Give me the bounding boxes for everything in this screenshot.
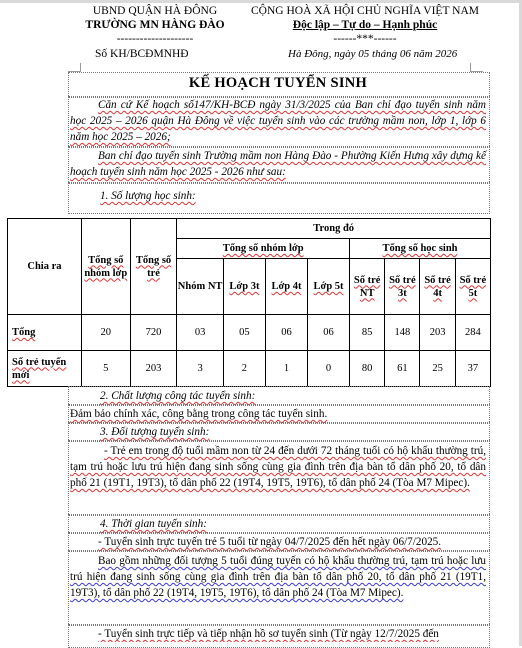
section-2-heading: 2. Chất lượng công tác tuyển sinh: [100, 390, 256, 402]
document-date: Hà Đông, ngày 05 tháng 06 năm 2026 [288, 48, 458, 60]
header-left-divider: -------------------- [116, 33, 194, 45]
cell-children-nt: 80 [350, 351, 385, 387]
cell-groups-5t: 06 [308, 315, 350, 351]
district-name: UBND QUẬN HÀ ĐÔNG [92, 5, 218, 17]
section-4-heading: 4. Thời gian tuyển sinh: [100, 518, 207, 530]
col-header-group-count: Tổng số nhóm lớp [177, 239, 350, 259]
page-edge-top [0, 0, 522, 3]
table-row [8, 315, 491, 351]
section-4-line-1: - Tuyển sinh trực tuyến trẻ 5 tuổi từ ngày 04/7/2025 đến hết ngày 06/7/2025. [98, 536, 442, 548]
cell-total-children: 203 [130, 351, 177, 387]
cell-children-4t: 25 [420, 351, 455, 387]
sub-header-lop-3t: Lớp 3t [223, 259, 265, 315]
cell-groups-4t: 1 [265, 351, 307, 387]
school-name: TRƯỜNG MN HÀNG ĐÀO [85, 19, 225, 31]
section-4-paragraph: Bao gồm những đối tượng 5 tuổi đúng tuyến có hộ khẩu thường trú, tạm trú hoặc lưu trú hiện đang sinh sống cùng gia đình trên địa bàn tổ dân phố 20, tổ dân phố 21 (19T1, 19T3), tổ dân phố 22 (19T4, 19T5, 19T6), tổ dân phố 24 (Tòa M7 Mipec). [70, 555, 486, 599]
sub-header-tre-3t: Số trẻ 3t [385, 259, 420, 315]
cell-groups-5t: 0 [308, 351, 350, 387]
header-right-divider: ------***------ [333, 33, 397, 45]
nation-title: CỘNG HOÀ XÃ HỘI CHỦ NGHĨA VIỆT NAM [251, 5, 479, 17]
cell-total-groups: 5 [81, 351, 130, 387]
section-1-heading: 1. Số lượng học sinh: [100, 190, 196, 202]
nation-motto: Độc lập – Tự do – Hạnh phúc [292, 19, 438, 31]
table-row [8, 351, 491, 387]
row-label: Tổng [8, 315, 82, 351]
cell-groups-nt: 03 [177, 315, 224, 351]
intro-paragraph-1: Căn cứ Kế hoạch số147/KH-BCĐ ngày 31/3/2025 của Ban chỉ đạo tuyển sinh năm học 2025 – 2026 quận Hà Đông về việc tuyển sinh vào các trường mầm non, lớp 1, lớp 6 năm học 2025 – 2026; [70, 99, 486, 143]
cell-children-5t: 37 [455, 351, 490, 387]
sub-header-lop-5t: Lớp 5t [308, 259, 350, 315]
cell-children-nt: 85 [350, 315, 385, 351]
sub-header-tre-4t: Số trẻ 4t [420, 259, 455, 315]
sub-header-tre-5t: Số trẻ 5t [455, 259, 490, 315]
document-title: KẾ HOẠCH TUYỂN SINH [188, 75, 368, 91]
cell-children-3t: 61 [385, 351, 420, 387]
col-header-total-children: Tổng số trẻ [130, 219, 177, 315]
sub-header-tre-nt: Số trẻ NT [350, 259, 385, 315]
cell-children-3t: 148 [385, 315, 420, 351]
intro-paragraph-2: Ban chỉ đạo tuyển sinh Trường mầm non Hàng Đào - Phường Kiến Hưng xây dựng kế hoạch tuyển sinh năm học 2025 - 2026 như sau: [70, 150, 486, 178]
crop-mark-right [470, 63, 483, 72]
row-label: Số trẻ tuyển mới [8, 351, 82, 387]
cell-groups-4t: 06 [265, 315, 307, 351]
sub-header-nhom-nt: Nhóm NT [177, 259, 224, 315]
section-4-line-2: - Tuyển sinh trực tiếp và tiếp nhận hồ sơ tuyển sinh (Từ ngày 12/7/2025 đến [98, 628, 439, 640]
cell-children-4t: 203 [420, 315, 455, 351]
document-reference: Số KH/BCĐMNHĐ [95, 48, 189, 60]
cell-groups-nt: 3 [177, 351, 224, 387]
crop-mark-left [68, 63, 81, 72]
cell-groups-3t: 2 [223, 351, 265, 387]
cell-children-5t: 284 [455, 315, 490, 351]
section-2-text: Đảm bảo chính xác, công bằng trong công tác tuyển sinh. [70, 408, 328, 420]
sub-header-lop-4t: Lớp 4t [265, 259, 307, 315]
cell-total-children: 720 [130, 315, 177, 351]
cell-total-groups: 20 [81, 315, 130, 351]
cell-groups-3t: 05 [223, 315, 265, 351]
col-header-total-groups: Tổng số nhóm lớp [81, 219, 130, 315]
header-right [240, 4, 490, 46]
col-header-of-which: Trong đó [177, 219, 491, 239]
header-left [70, 4, 240, 46]
col-header-chia-ra: Chia ra [8, 219, 82, 315]
col-header-student-count: Tổng số học sinh [350, 239, 491, 259]
enrollment-table [7, 218, 491, 387]
section-3-heading: 3. Đối tượng tuyển sinh: [100, 426, 210, 438]
section-3-text: - Trẻ em trong độ tuổi mầm non từ 24 đến dưới 72 tháng tuổi có hộ khẩu thường trú, tạm trú hoặc lưu trú hiện đang sinh sống cùng gia đình trên địa bàn tổ dân phố 20, tổ dân phố 21 (19T1, 19T3), tổ dân phố 22 (19T4, 19T5, 19T6), tổ dân phố 24 (Tòa M7 Mipec). [70, 445, 486, 489]
